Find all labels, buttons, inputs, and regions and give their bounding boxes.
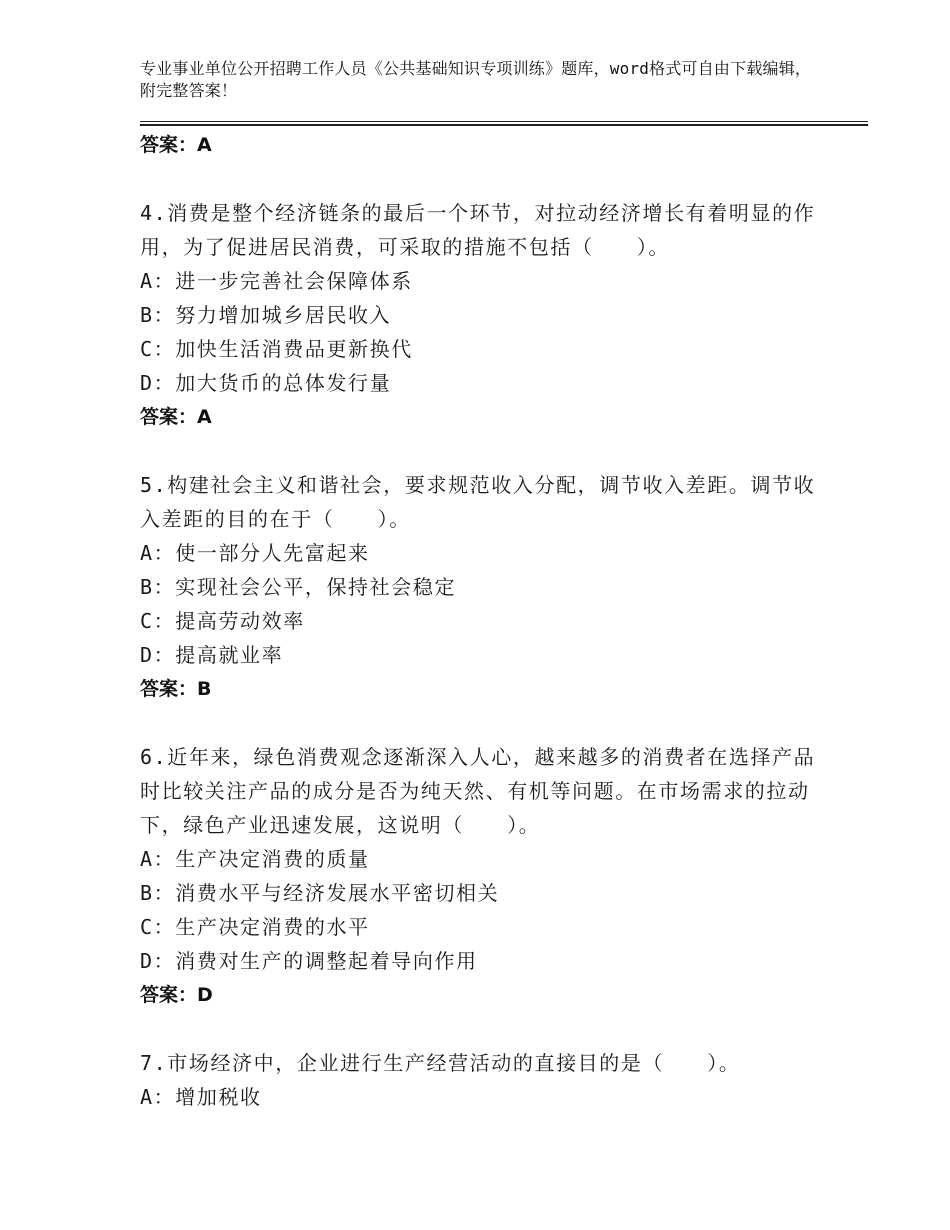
option-a: A：使一部分人先富起来 <box>140 541 370 565</box>
answer-label: 答案： <box>140 134 198 156</box>
spacer <box>140 706 820 740</box>
option-d: D：消费对生产的调整起着导向作用 <box>140 949 478 973</box>
option-c: C：生产决定消费的水平 <box>140 915 370 939</box>
question-block <box>140 196 820 434</box>
option-a: A：进一步完善社会保障体系 <box>140 269 413 293</box>
option-d: D：加大货币的总体发行量 <box>140 371 392 395</box>
answer-label: 答案： <box>140 406 198 428</box>
question-block <box>140 468 820 706</box>
answer-value: D <box>197 984 213 1006</box>
answer-label: 答案： <box>140 984 198 1006</box>
page-header: 专业事业单位公开招聘工作人员《公共基础知识专项训练》题库，word格式可自由下载编辑，附完整答案！ <box>140 59 812 100</box>
question-text: 7.市场经济中，企业进行生产经营活动的直接目的是（ ）。 <box>140 1051 741 1075</box>
answer-line <box>140 128 820 162</box>
question-block <box>140 740 820 1012</box>
answer-label: 答案： <box>140 678 198 700</box>
option-a: A：增加税收 <box>140 1085 262 1109</box>
answer-value: A <box>197 134 212 156</box>
answer-line <box>140 978 820 1012</box>
header-divider <box>140 121 868 126</box>
option-b: B：努力增加城乡居民收入 <box>140 303 392 327</box>
option-b: B：消费水平与经济发展水平密切相关 <box>140 881 500 905</box>
spacer <box>140 162 820 196</box>
option-d: D：提高就业率 <box>140 643 284 667</box>
option-b: B：实现社会公平，保持社会稳定 <box>140 575 457 599</box>
spacer <box>140 434 820 468</box>
question-text: 4.消费是整个经济链条的最后一个环节，对拉动经济增长有着明显的作用，为了促进居民消费，可采取的措施不包括（ ）。 <box>140 201 816 259</box>
option-c: C：加快生活消费品更新换代 <box>140 337 413 361</box>
question-list <box>140 128 820 1114</box>
option-a: A：生产决定消费的质量 <box>140 847 370 871</box>
spacer <box>140 1012 820 1046</box>
answer-line <box>140 672 820 706</box>
option-c: C：提高劳动效率 <box>140 609 305 633</box>
answer-value: B <box>197 678 212 700</box>
question-text: 6.近年来，绿色消费观念逐渐深入人心，越来越多的消费者在选择产品时比较关注产品的成分是否为纯天然、有机等问题。在市场需求的拉动下，绿色产业迅速发展，这说明（ ）。 <box>140 745 816 837</box>
answer-value: A <box>197 406 212 428</box>
question-block <box>140 1046 820 1114</box>
question-text: 5.构建社会主义和谐社会，要求规范收入分配，调节收入差距。调节收入差距的目的在于（ ）。 <box>140 473 816 531</box>
answer-line <box>140 400 820 434</box>
